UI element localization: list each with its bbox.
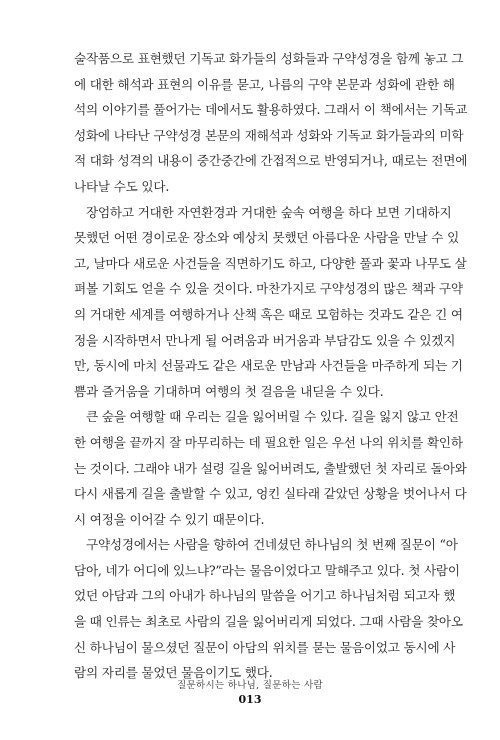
text-line: 의 거대한 세계를 여행하거나 산책 혹은 때로 모험하는 것과도 같은 긴 여 <box>74 306 463 322</box>
page-number: 013 <box>238 693 262 706</box>
text-line: 한 여행을 끝까지 잘 마무리하는 데 필요한 일은 우선 나의 위치를 확인하 <box>74 434 463 450</box>
text-line: 정을 시작하면서 만나게 될 어려움과 버거움과 부담감도 있을 수 있겠지 <box>74 332 456 348</box>
body-text <box>74 46 468 686</box>
text-line: 석의 이야기를 풀어가는 데에서도 활용하였다. 그래서 이 책에서는 기독교 <box>74 102 468 118</box>
text-line: 고, 날마다 새로운 사건들을 직면하기도 하고, 다양한 풀과 꽃과 나무도 살 <box>74 255 467 271</box>
text-line: 나타날 수도 있다. <box>74 178 170 194</box>
text-line: 술작품으로 표현했던 기독교 화가들의 성화들과 구약성경을 함께 놓고 그 <box>74 51 464 66</box>
text-line: 큰 숲을 여행할 때 우리는 길을 잃어버릴 수 있다. 길을 잃지 않고 안전 <box>86 409 459 425</box>
text-line: 담아, 네가 어디에 있느냐?”라는 물음이었다고 말해주고 있다. 첫 사람이 <box>74 562 460 578</box>
text-line: 펴볼 기회도 얻을 수 있을 것이다. 마찬가지로 구약성경의 많은 책과 구약 <box>74 281 463 297</box>
text-line: 는 것이다. 그래야 내가 설령 길을 잃어버려도, 출발했던 첫 자리로 돌아와 <box>74 460 467 476</box>
text-line: 신 하나님이 물으셨던 질문이 아담의 위치를 묻는 물음이었고 동시에 사 <box>74 639 456 655</box>
text-line: 시 여정을 이어갈 수 있기 때문이다. <box>74 511 265 527</box>
paragraph-1 <box>74 46 468 200</box>
text-line: 다시 새롭게 길을 출발할 수 있고, 엉킨 실타래 같았던 상황을 벗어나서 다 <box>74 486 467 502</box>
text-line: 만, 동시에 마치 선물과도 같은 새로운 만남과 사건들을 마주하게 되는 기 <box>74 358 463 374</box>
text-line: 었던 아담과 그의 아내가 하나님의 말씀을 어기고 하나님처럼 되고자 했 <box>74 588 456 604</box>
text-line: 적 대화 성격의 내용이 중간중간에 간접적으로 반영되거나, 때로는 전면에 <box>74 153 468 169</box>
text-line: 람의 자리를 물었던 물음이기도 했다. <box>74 665 273 681</box>
text-line: 못했던 어떤 경이로운 장소와 예상치 못했던 아름다운 사람을 만날 수 있 <box>74 230 460 246</box>
paragraph-2 <box>74 200 467 405</box>
text-line: 구약성경에서는 사람을 향하여 건네셨던 하나님의 첫 번째 질문이 “아 <box>86 537 458 553</box>
paragraph-4 <box>74 532 463 686</box>
paragraph-3 <box>74 404 467 532</box>
text-line: 을 때 인류는 최초로 사람의 길을 잃어버리게 되었다. 그때 사람을 찾아오 <box>74 614 463 630</box>
text-line: 성화에 나타난 구약성경 본문의 재해석과 성화와 기독교 화가들과의 미학 <box>74 127 464 143</box>
text-line: 쁨과 즐거움을 기대하며 여행의 첫 걸음을 내딛을 수 있다. <box>74 383 384 399</box>
running-title: 질문하시는 하나님, 질문하는 사람 <box>177 680 323 691</box>
text-line: 에 대한 해석과 표현의 이유를 묻고, 나름의 구약 본문과 성화에 관한 해 <box>74 76 455 92</box>
text-line: 장엄하고 거대한 자연환경과 거대한 숲속 여행을 하다 보면 기대하지 <box>86 204 452 220</box>
